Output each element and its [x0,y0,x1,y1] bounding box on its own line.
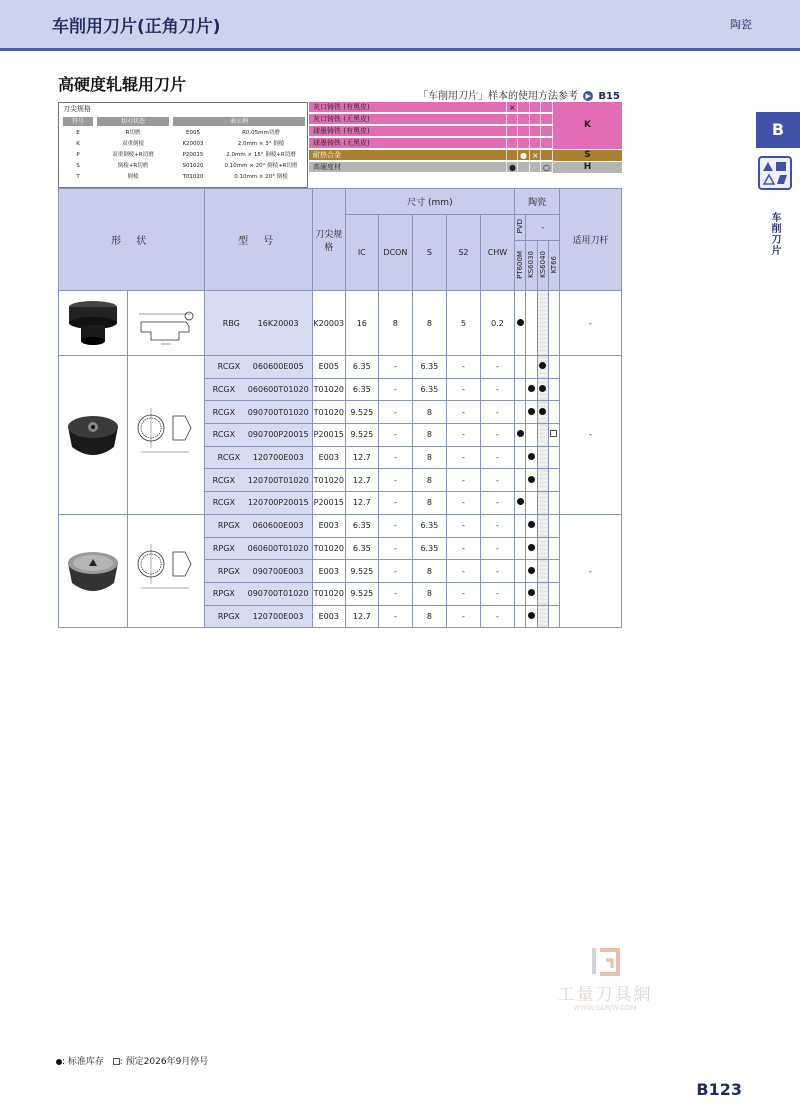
s-cell: 8 [412,401,447,424]
legend-cell: E [76,130,80,136]
grade-availability-cell [548,356,559,379]
chw-cell: - [480,514,515,537]
legend-row [59,139,309,150]
s2-cell: - [447,469,481,492]
model-cell[interactable]: RCGX 090700T01020 [205,401,313,424]
chw-cell: - [480,537,515,560]
s-cell: 6.35 [412,514,447,537]
material-grid-line [540,114,541,124]
model-cell[interactable]: RPGX 090700T01020 [205,582,313,605]
watermark-logo-icon [540,944,670,980]
top-bar-divider [0,48,800,51]
s-cell: 8 [412,492,447,515]
chw-cell: - [480,424,515,447]
model-cell[interactable]: RCGX 120700E003 [205,446,313,469]
page-number: B123 [696,1080,742,1099]
grade-availability-cell [526,446,537,469]
model-cell[interactable]: RCGX 120700P20015 [205,492,313,515]
grade-availability-cell [537,560,548,583]
side-tab-b[interactable]: B [756,112,800,148]
s-cell: 8 [412,605,447,628]
grade-availability-cell [515,291,526,356]
edge-spec-header: 刀尖规格 [313,189,346,291]
s2-cell: - [447,560,481,583]
model-cell[interactable]: RCGX 120700T01020 [205,469,313,492]
holder-cell: - [559,291,621,356]
grade-availability-cell [537,401,548,424]
reference-page-link[interactable]: B15 [598,91,620,102]
material-grid-line [529,150,530,160]
material-grid-line [540,162,541,172]
discontinued-box-icon [113,1058,120,1065]
legend-header-example: 表示例 [173,117,305,126]
grade-kt66: KT66 [548,241,559,291]
grade-availability-cell [515,378,526,401]
material-name: 球墨铸铁 (有黑皮) [313,127,370,135]
material-grid-line [529,114,530,124]
material-code-s: S [553,150,622,161]
arrow-right-icon: ▶ [583,91,593,101]
legend-header-symbol: 符号 [63,117,93,126]
grade-availability-cell [526,424,537,447]
legend-row [59,172,309,183]
material-grid-line [540,138,541,148]
insert-table [58,188,622,628]
stock-dot-icon [517,498,524,505]
table-row [59,356,622,379]
stock-dot-icon [528,521,535,528]
shape-header: 形 状 [59,189,205,291]
ic-cell: 6.35 [345,514,379,537]
material-grid-line [517,102,518,112]
grade-availability-cell [526,469,537,492]
grade-availability-cell [548,492,559,515]
ic-cell: 6.35 [345,356,379,379]
material-grid-line [517,138,518,148]
material-grid-line [529,138,530,148]
material-grid-line [529,102,530,112]
legend-cell: K [76,141,80,147]
s2-cell: - [447,537,481,560]
grade-availability-cell [526,537,537,560]
material-grid-line [506,150,507,160]
s2-cell: - [447,514,481,537]
legend-row [59,161,309,172]
legend-cell: 倒棱+R切磨 [117,163,149,169]
grade-availability-cell [526,560,537,583]
material-grid-line [517,114,518,124]
insert-photo [59,356,128,515]
dcon-cell: - [379,492,413,515]
dcon-cell: - [379,424,413,447]
model-cell[interactable]: RCGX 090700P20015 [205,424,313,447]
ic-cell: 9.525 [345,424,379,447]
dcon-cell: - [379,378,413,401]
section-title: 高硬度轧辊用刀片 [58,75,187,94]
legend-cell: R0.05mm切磨 [242,130,280,136]
grade-availability-cell [526,356,537,379]
chw-cell: - [480,356,515,379]
grade-availability-cell [537,469,548,492]
edge-cell: E003 [313,514,346,537]
legend-cell: K20003 [182,141,204,147]
table-row [59,514,622,537]
material-grid-line [506,138,507,148]
legend-cell: 双重倒棱+R切磨 [112,152,154,158]
grade-availability-cell [548,378,559,401]
model-cell[interactable]: RCGX 060600T01020 [205,378,313,401]
footnote-discontinued: : 预定2026年9月停号 [119,1057,209,1067]
material-grid-line [529,162,530,172]
stock-dot-icon [517,319,524,326]
dcon-cell: - [379,605,413,628]
material-grid-line [506,126,507,136]
chw-cell: 0.2 [480,291,515,356]
grade-availability-cell [537,356,548,379]
grade-availability-cell [537,424,548,447]
s2-cell: - [447,401,481,424]
insert-photo [59,514,128,627]
dcon-cell: - [379,514,413,537]
ic-cell: 12.7 [345,446,379,469]
material-code-h: H [553,162,622,173]
chw-cell: - [480,469,515,492]
stock-dot-icon [528,453,535,460]
grade-availability-cell [548,514,559,537]
s-cell: 6.35 [412,378,447,401]
discontinued-box-icon [550,430,557,437]
legend-cell: S01020 [182,163,204,169]
grade-availability-cell [515,492,526,515]
reference-text: 「车削用刀片」样本的使用方法参考 [418,91,578,102]
chw-cell: - [480,446,515,469]
insert-drawing [128,514,205,627]
edge-cell: T01020 [313,582,346,605]
material-code-k: K [553,102,622,149]
dim-col-s2: S2 [447,215,481,291]
watermark-url: WWW.GLRJW.COM [573,1004,637,1012]
pvd-header: PVD [515,215,526,241]
edge-cell: E003 [313,446,346,469]
legend-row [59,128,309,139]
category-label: 陶瓷 [730,18,752,31]
legend-cell: 倒棱 [127,174,139,180]
holder-cell: - [559,356,621,515]
holder-cell: - [559,514,621,627]
insert-drawing [128,356,205,515]
edge-cell: T01020 [313,401,346,424]
edge-spec-legend [58,102,308,188]
edge-cell: T01020 [313,378,346,401]
insert-drawing [128,291,205,356]
s-cell: 8 [412,469,447,492]
grade-availability-cell [515,560,526,583]
stock-dot-icon [539,362,546,369]
grade-availability-cell [515,605,526,628]
edge-cell: K20003 [313,291,346,356]
s-cell: 6.35 [412,356,447,379]
dim-col-chw: CHW [480,215,515,291]
grade-availability-cell [515,424,526,447]
dcon-cell: - [379,356,413,379]
grade-availability-cell [515,469,526,492]
material-suitability-mark: × [532,151,539,160]
side-section-label: 车削刀片 [769,212,780,256]
grade-availability-cell [548,582,559,605]
chw-cell: - [480,582,515,605]
edge-cell: E003 [313,560,346,583]
grade-availability-cell [548,560,559,583]
edge-cell: E003 [313,605,346,628]
s2-cell: - [447,605,481,628]
material-grid-line [540,102,541,112]
dimension-header: 尺寸 (mm) [345,189,515,215]
ceramic-header: 陶瓷 [515,189,560,215]
stock-dot-icon [528,385,535,392]
s2-cell: - [447,378,481,401]
s2-cell: - [447,582,481,605]
table-row [59,291,622,356]
s2-cell: - [447,424,481,447]
material-suitability-mark: ○ [543,163,550,172]
material-grid-line [540,150,541,160]
uncoated-header: - [526,215,560,241]
chw-cell: - [480,378,515,401]
grade-availability-cell [548,446,559,469]
chw-cell: - [480,492,515,515]
insert-photo [59,291,128,356]
material-grid-line [506,162,507,172]
grade-ks6040: KS6040 [537,241,548,291]
dcon-cell: 8 [379,291,413,356]
ic-cell: 16 [345,291,379,356]
grade-availability-cell [526,605,537,628]
grade-availability-cell [515,401,526,424]
dcon-cell: - [379,446,413,469]
dim-col-dcon: DCON [379,215,413,291]
chw-cell: - [480,401,515,424]
stock-dot-icon [528,589,535,596]
grade-availability-cell [537,537,548,560]
reference-note [418,87,620,102]
legend-header-state: 切刃状态 [97,117,169,126]
edge-cell: E005 [313,356,346,379]
grade-availability-cell [537,582,548,605]
grade-availability-cell [515,356,526,379]
material-grid-line [529,126,530,136]
grade-availability-cell [548,605,559,628]
edge-cell: T01020 [313,537,346,560]
s-cell: 8 [412,291,447,356]
s-cell: 8 [412,424,447,447]
stock-dot-icon [539,385,546,392]
page-title: 车削用刀片(正角刀片) [52,17,221,37]
grade-availability-cell [548,291,559,356]
ic-cell: 12.7 [345,469,379,492]
model-cell[interactable]: RBG 16K20003 [205,291,313,356]
grade-availability-cell [515,514,526,537]
material-suitability-mark: × [509,103,516,112]
edge-cell: T01020 [313,469,346,492]
dim-col-s: S [412,215,447,291]
s2-cell: 5 [447,291,481,356]
model-cell[interactable]: RPGX 090700E003 [205,560,313,583]
grade-availability-cell [548,537,559,560]
legend-cell: T01020 [182,174,204,180]
legend-cell: 0.10mm × 20° 倒棱+R切磨 [224,163,298,169]
grade-availability-cell [526,378,537,401]
legend-cell: P [76,152,80,158]
grade-availability-cell [537,378,548,401]
model-cell[interactable]: RPGX 060600T01020 [205,537,313,560]
grade-availability-cell [526,514,537,537]
grade-availability-cell [548,401,559,424]
dcon-cell: - [379,537,413,560]
stock-dot-icon [528,612,535,619]
grade-ks6030: KS6030 [526,241,537,291]
footnote-stock: : 标准库存 [62,1057,104,1067]
s2-cell: - [447,492,481,515]
grade-availability-cell [526,291,537,356]
legend-title: 刀尖规格 [63,105,91,113]
footnote [56,1054,208,1067]
insert-shapes-icon [758,156,792,190]
dcon-cell: - [379,469,413,492]
s-cell: 6.35 [412,537,447,560]
material-name: 高硬度材 [313,163,341,171]
dcon-cell: - [379,401,413,424]
stock-dot-icon [528,408,535,415]
edge-cell: P20015 [313,492,346,515]
material-grid-line [540,126,541,136]
holder-header: 适用刀杆 [559,189,621,291]
legend-cell: R切磨 [125,130,141,136]
grade-availability-cell [515,446,526,469]
ic-cell: 6.35 [345,378,379,401]
grade-pt600m: PT600M [515,241,526,291]
watermark [540,944,670,1014]
material-name: 球墨铸铁 (无黑皮) [313,139,370,147]
material-name: 灰口铸铁 (有黑皮) [313,103,370,111]
grade-availability-cell [515,537,526,560]
ic-cell: 9.525 [345,560,379,583]
s-cell: 8 [412,582,447,605]
chw-cell: - [480,560,515,583]
grade-availability-cell [548,469,559,492]
grade-availability-cell [537,291,548,356]
s2-cell: - [447,446,481,469]
dcon-cell: - [379,582,413,605]
legend-row [59,150,309,161]
stock-dot-icon [528,544,535,551]
ic-cell: 9.525 [345,582,379,605]
model-cell[interactable]: RPGX 120700E003 [205,605,313,628]
legend-cell: S [76,163,80,169]
s-cell: 8 [412,560,447,583]
legend-cell: E005 [186,130,200,136]
material-grid-line [517,162,518,172]
grade-availability-cell [526,582,537,605]
legend-cell: 0.10mm × 20° 倒棱 [234,174,288,180]
ic-cell: 9.525 [345,401,379,424]
grade-availability-cell [537,492,548,515]
legend-cell: 2.0mm × 3° 倒棱 [237,141,285,147]
s2-cell: - [447,356,481,379]
grade-availability-cell [526,401,537,424]
grade-availability-cell [537,605,548,628]
stock-dot-icon [517,430,524,437]
material-name: 耐热合金 [313,151,341,159]
dcon-cell: - [379,560,413,583]
material-grid-line [506,114,507,124]
legend-cell: T [76,174,80,180]
edge-cell: P20015 [313,424,346,447]
grade-availability-cell [537,446,548,469]
legend-cell: 双重倒棱 [121,141,144,147]
stock-dot-icon [539,408,546,415]
grade-availability-cell [515,582,526,605]
material-suitability-mark: ● [509,163,516,172]
model-cell[interactable]: RCGX 060600E005 [205,356,313,379]
material-grid-line [517,150,518,160]
chw-cell: - [480,605,515,628]
material-name: 灰口铸铁 (无黑皮) [313,115,370,123]
ic-cell: 12.7 [345,492,379,515]
grade-availability-cell [526,492,537,515]
model-cell[interactable]: RPGX 060600E003 [205,514,313,537]
model-header: 型 号 [205,189,313,291]
watermark-text: 工量刀具網 [557,985,653,1005]
stock-dot-icon [528,476,535,483]
ic-cell: 12.7 [345,605,379,628]
grade-availability-cell [548,424,559,447]
s-cell: 8 [412,446,447,469]
grade-availability-cell [537,514,548,537]
ic-cell: 6.35 [345,537,379,560]
material-suitability-mark: ● [520,151,527,160]
legend-cell: 2.0mm × 15° 倒棱+R切磨 [226,152,296,158]
material-grid-line [517,126,518,136]
legend-cell: P20015 [182,152,204,158]
stock-dot-icon [528,567,535,574]
material-grid-line [506,102,507,112]
dim-col-ic: IC [345,215,379,291]
